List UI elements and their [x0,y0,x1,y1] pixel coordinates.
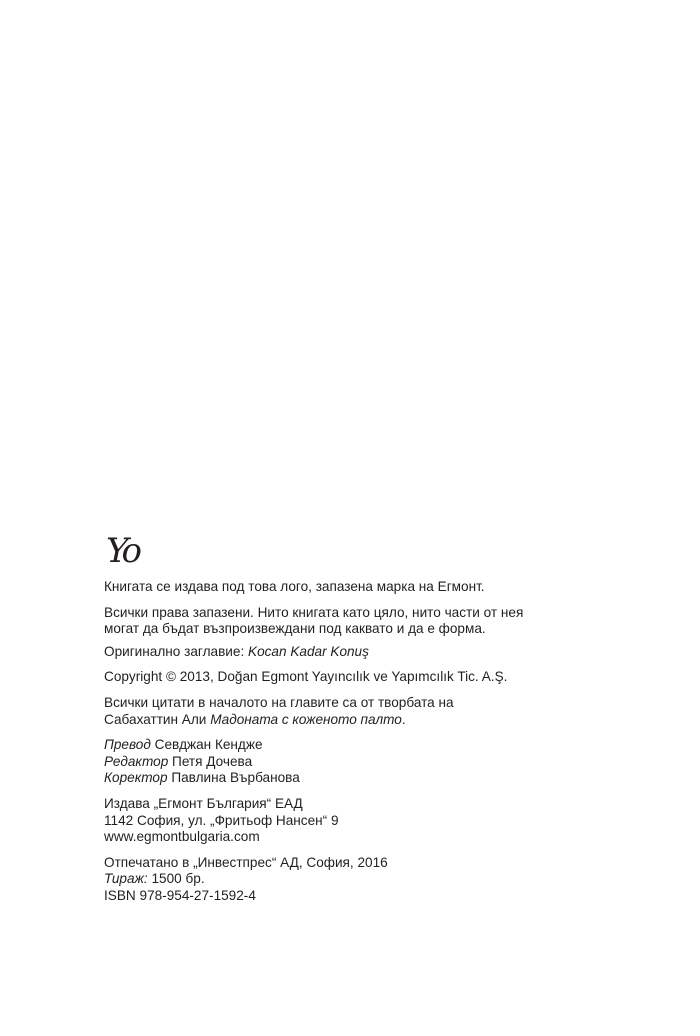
credit-proofreader [104,770,664,787]
print-info [104,855,664,905]
quotes-line-1: Всички цитати в началото на главите са от творбата на [104,694,454,710]
publisher-address: 1142 София, ул. „Фритьоф Нансен“ 9 [104,812,339,828]
original-title-label: Оригинално заглавие: [104,643,245,659]
credits [104,737,664,787]
credit-editor [104,754,664,771]
rights-notice [104,605,664,638]
rights-line-1: Всички права запазени. Нито книгата като цяло, нито части от нея [104,604,524,620]
quotes-author: Сабахаттин Али [104,711,207,727]
publisher-monogram-logo: Yo [106,531,138,571]
publisher-name: Издава „Егмонт България“ ЕАД [104,795,303,811]
quotes-note [104,695,664,728]
quotes-suffix: . [401,711,406,727]
publisher-website: www.egmontbulgaria.com [104,829,260,845]
publisher-info [104,796,664,846]
credit-name: Петя Дочева [172,753,253,769]
printed-by: Отпечатано в „Инвестпрес“ АД, София, 2016 [104,854,388,870]
original-title-value: Kocan Kadar Konuş [248,643,369,659]
rights-line-2: могат да бъдат възпроизвеждани под каквато и да е форма. [104,621,486,637]
print-run-label: Тираж: [104,871,148,887]
isbn: ISBN 978-954-27-1592-4 [104,887,256,903]
credit-name: Павлина Върбанова [171,770,300,786]
quotes-work-title: Мадоната с коженото палто [210,711,402,727]
copyright-notice [104,669,664,686]
credit-name: Севджан Кендже [154,737,263,753]
credit-role: Редактор [104,753,169,769]
credit-role: Превод [104,737,151,753]
copyright-text: Copyright © 2013, Doğan Egmont Yayıncılık ve Yapımcılık Tic. A.Ş. [104,669,508,685]
credit-role: Коректор [104,770,168,786]
original-title [104,644,664,661]
logo-note [104,579,664,596]
logo-note-text: Книгата се издава под това лого, запазена марка на Егмонт. [104,579,485,594]
print-run-value: 1500 бр. [151,871,205,887]
credit-translator [104,737,664,754]
imprint-page [104,531,664,914]
